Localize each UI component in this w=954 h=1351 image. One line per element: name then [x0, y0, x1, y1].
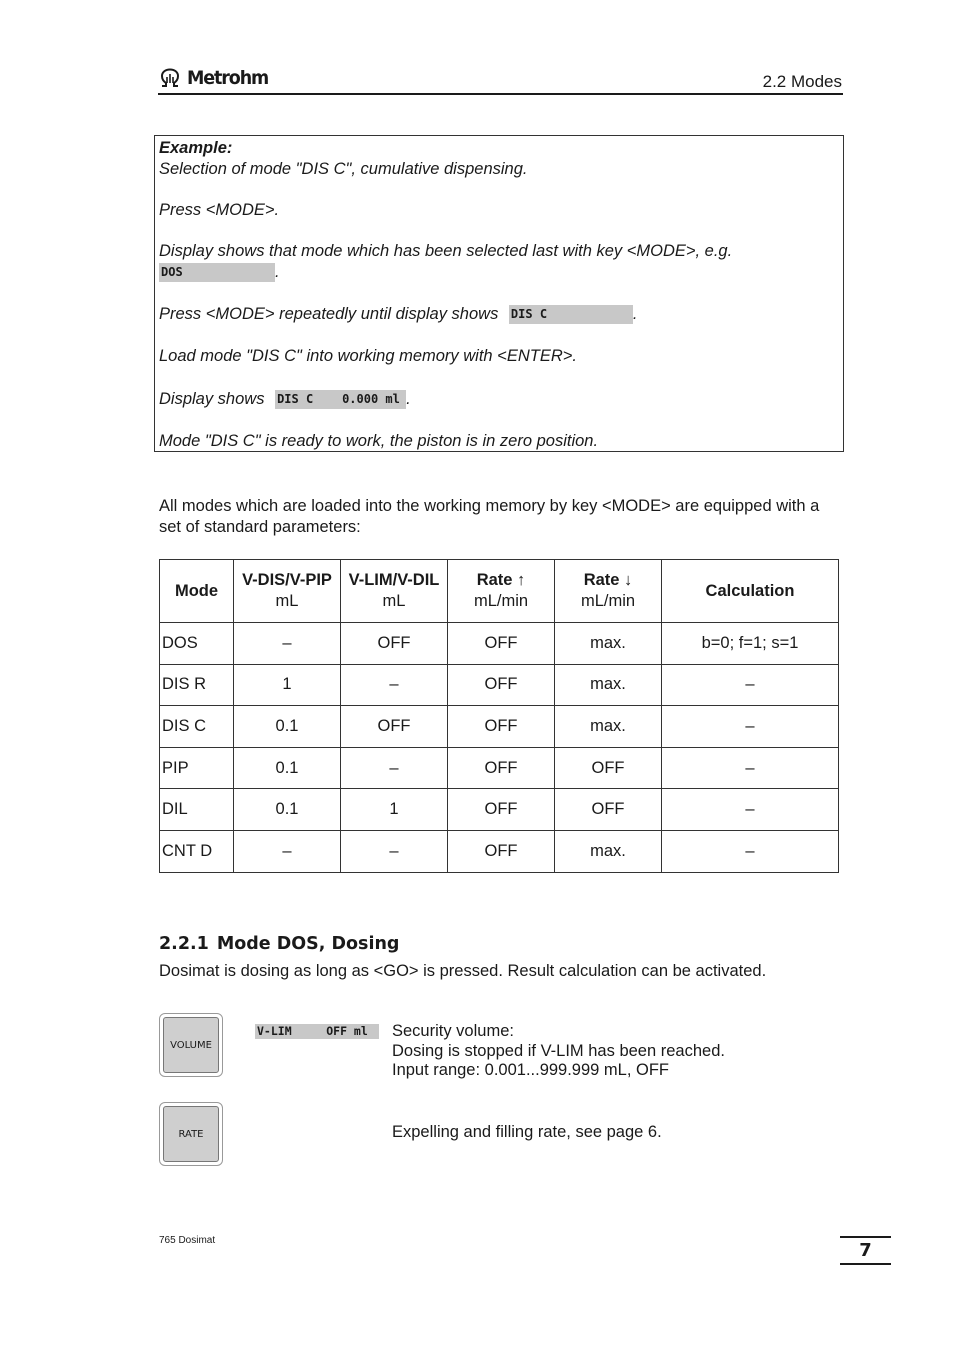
table-row	[160, 706, 839, 748]
volume-key-label: VOLUME	[170, 1039, 212, 1051]
table-cell: OFF	[448, 747, 555, 789]
period: .	[406, 390, 411, 408]
volume-description	[392, 1022, 725, 1081]
example-line	[159, 305, 638, 324]
column-header: Rate ↑ mL/min	[448, 560, 555, 623]
table-cell: –	[234, 623, 341, 665]
page-number-rule-bottom	[840, 1263, 891, 1265]
footer-model: 765 Dosimat	[159, 1235, 216, 1246]
column-header: V-DIS/V-PIP mL	[234, 560, 341, 623]
table-header-row	[160, 560, 839, 623]
section-title: Mode DOS, Dosing	[216, 934, 400, 954]
page-number-rule-top	[840, 1236, 891, 1238]
table-cell: b=0; f=1; s=1	[662, 623, 839, 665]
table-cell: –	[341, 747, 448, 789]
lcd-display-dos: DOS	[159, 263, 275, 282]
example-text: Display shows	[159, 390, 265, 408]
column-header: V-LIM/V-DIL mL	[341, 560, 448, 623]
table-cell: 0.1	[234, 706, 341, 748]
section-number: 2.2.1	[159, 934, 209, 954]
standard-parameters-table	[159, 559, 839, 873]
column-header: Mode	[160, 560, 234, 623]
section-reference: 2.2 Modes	[762, 72, 842, 91]
table-cell: max.	[555, 664, 662, 706]
column-header: Rate ↓ mL/min	[555, 560, 662, 623]
table-cell: 1	[234, 664, 341, 706]
table-cell: OFF	[448, 789, 555, 831]
example-text: Press <MODE> repeatedly until display shows	[159, 305, 499, 323]
table-cell: –	[662, 830, 839, 872]
table-cell: PIP	[160, 747, 234, 789]
description-line: Security volume:	[392, 1022, 514, 1040]
table-row	[160, 789, 839, 831]
metrohm-omega-icon	[159, 68, 181, 88]
rate-key-face	[163, 1106, 219, 1162]
table-row	[160, 664, 839, 706]
table-cell: OFF	[341, 623, 448, 665]
period: .	[632, 305, 638, 323]
table-cell: CNT D	[160, 830, 234, 872]
metrohm-logo	[159, 66, 275, 90]
table-cell: max.	[555, 706, 662, 748]
table-cell: DIS R	[160, 664, 234, 706]
example-line	[159, 263, 280, 282]
table-cell: OFF	[555, 747, 662, 789]
table-cell: –	[662, 664, 839, 706]
brand-name: Metrohm	[187, 67, 269, 89]
table-cell: OFF	[555, 789, 662, 831]
example-line	[159, 390, 411, 409]
table-cell: DOS	[160, 623, 234, 665]
table-cell: OFF	[448, 623, 555, 665]
intro-paragraph: All modes which are loaded into the working memory by key <MODE> are equipped with a set of standard parameters:	[159, 497, 820, 536]
table-cell: OFF	[341, 706, 448, 748]
table-cell: 1	[341, 789, 448, 831]
table-cell: OFF	[448, 706, 555, 748]
rate-description: Expelling and filling rate, see page 6.	[392, 1123, 662, 1141]
table-cell: –	[662, 706, 839, 748]
example-line: Display shows that mode which has been selected last with key <MODE>, e.g.	[159, 242, 733, 260]
example-line: Load mode "DIS C" into working memory with <ENTER>.	[159, 347, 577, 365]
lcd-display-disc-value: DIS C 0.000 ml	[275, 390, 406, 409]
table-cell: OFF	[448, 664, 555, 706]
lcd-display-vlim: V-LIM OFF ml	[255, 1024, 379, 1039]
lcd-display-disc: DIS C	[509, 305, 633, 324]
table-cell: –	[341, 664, 448, 706]
table-cell: –	[662, 789, 839, 831]
rate-key-label: RATE	[178, 1128, 204, 1140]
example-line: Press <MODE>.	[159, 201, 280, 219]
section-heading	[159, 934, 399, 954]
table-cell: –	[341, 830, 448, 872]
table-row	[160, 830, 839, 872]
period: .	[275, 263, 280, 281]
table-cell: max.	[555, 830, 662, 872]
table-cell: DIS C	[160, 706, 234, 748]
example-box	[154, 135, 844, 452]
table-cell: 0.1	[234, 747, 341, 789]
table-cell: 0.1	[234, 789, 341, 831]
table-cell: –	[662, 747, 839, 789]
volume-key[interactable]	[159, 1013, 223, 1077]
description-line: Input range: 0.001...999.999 mL, OFF	[392, 1061, 670, 1079]
column-header: Calculation	[662, 560, 839, 623]
description-line: Dosing is stopped if V-LIM has been reached.	[392, 1041, 725, 1060]
table-cell: max.	[555, 623, 662, 665]
page-number: 7	[859, 1240, 872, 1261]
rate-key[interactable]	[159, 1102, 223, 1166]
header-rule	[158, 93, 843, 95]
table-cell: DIL	[160, 789, 234, 831]
section-text: Dosimat is dosing as long as <GO> is pressed. Result calculation can be activated.	[159, 962, 767, 980]
example-line: Mode "DIS C" is ready to work, the piston is in zero position.	[159, 432, 599, 450]
table-cell: OFF	[448, 830, 555, 872]
example-line: Selection of mode "DIS C", cumulative dispensing.	[159, 160, 528, 178]
table-row	[160, 747, 839, 789]
volume-key-face	[163, 1017, 219, 1073]
table-cell: –	[234, 830, 341, 872]
table-row	[160, 623, 839, 665]
example-title: Example:	[159, 139, 233, 157]
